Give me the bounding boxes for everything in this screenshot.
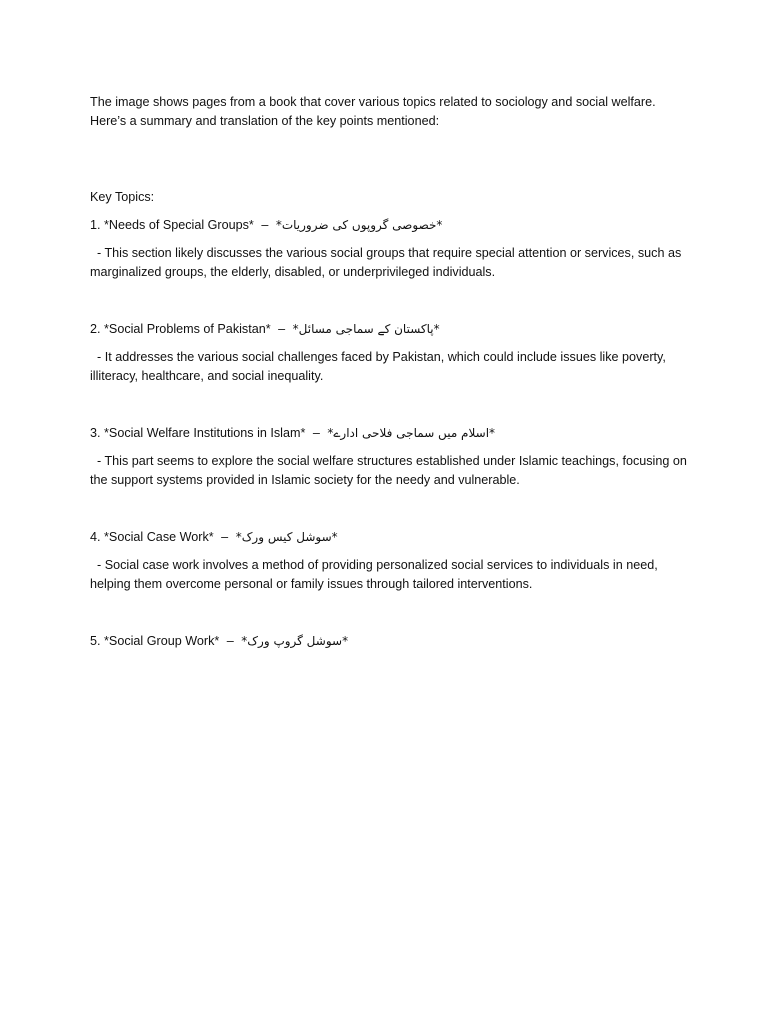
topic-title-english: *Social Group Work* xyxy=(104,634,220,648)
topic-number: 5. xyxy=(90,634,101,648)
topic-item xyxy=(90,528,690,594)
topic-description xyxy=(90,244,690,282)
topic-item xyxy=(90,216,690,282)
topic-description xyxy=(90,556,690,594)
topic-description xyxy=(90,348,690,386)
topic-indent xyxy=(90,246,97,260)
topic-number: 4. xyxy=(90,530,101,544)
topic-number: 2. xyxy=(90,322,101,336)
topic-item xyxy=(90,320,690,386)
topic-title-urdu: *اسلام میں سماجی فلاحی ادارے* xyxy=(327,426,496,440)
topic-dash: – xyxy=(221,530,229,544)
topic-title-english: *Social Problems of Pakistan* xyxy=(104,322,271,336)
topic-title-urdu: *سوشل کیس ورک* xyxy=(235,530,338,544)
key-topics-label: Key Topics: xyxy=(90,190,155,204)
topic-title-english: *Social Welfare Institutions in Islam* xyxy=(104,426,306,440)
topic-description-text: - This part seems to explore the social welfare structures established under Islamic teachings, focusing on the support systems provided in Islamic society for the needy and vulnerable. xyxy=(90,454,687,487)
topic-dash: – xyxy=(312,426,320,440)
topic-title-english: *Needs of Special Groups* xyxy=(104,218,254,232)
topic-item xyxy=(90,424,690,490)
topic-heading xyxy=(90,216,690,235)
topic-heading xyxy=(90,424,690,443)
intro-paragraph: The image shows pages from a book that cover various topics related to sociology and social welfare. Here’s a summary and translation of the key points mentioned: xyxy=(90,95,656,128)
topic-title-urdu: *پاکستان کے سماجی مسائل* xyxy=(292,322,440,336)
topic-heading xyxy=(90,320,690,339)
topic-description-text: - Social case work involves a method of providing personalized social services to individuals in need, helping them overcome personal or family issues through tailored interventions. xyxy=(90,558,658,591)
topic-number: 1. xyxy=(90,218,101,232)
topic-indent xyxy=(90,350,97,364)
topic-dash: – xyxy=(261,218,269,232)
topic-indent xyxy=(90,558,97,572)
topic-title-urdu: *خصوصی گروپوں کی ضروریات* xyxy=(275,218,443,232)
document-content xyxy=(90,93,690,660)
topic-indent xyxy=(90,454,97,468)
topic-dash: – xyxy=(278,322,286,336)
topic-number: 3. xyxy=(90,426,101,440)
topic-title-english: *Social Case Work* xyxy=(104,530,214,544)
topic-dash: – xyxy=(226,634,234,648)
topic-description xyxy=(90,452,690,490)
topic-title-urdu: *سوشل گروپ ورک* xyxy=(241,634,349,648)
topic-heading xyxy=(90,632,690,651)
topic-heading xyxy=(90,528,690,547)
topic-item xyxy=(90,632,690,651)
topic-description-text: - This section likely discusses the various social groups that require special attention or services, such as marginalized groups, the elderly, disabled, or underprivileged individuals. xyxy=(90,246,682,279)
topic-description-text: - It addresses the various social challenges faced by Pakistan, which could include issues like poverty, illiteracy, healthcare, and social inequality. xyxy=(90,350,666,383)
